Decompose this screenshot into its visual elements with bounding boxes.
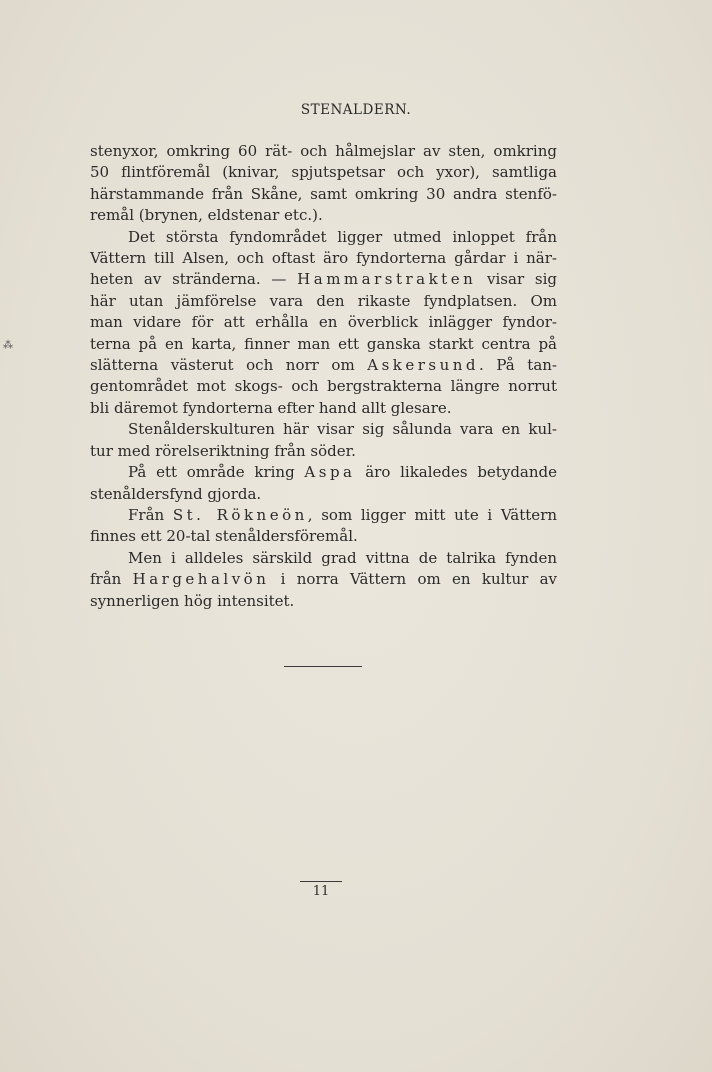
text-segment: . På tan- <box>479 356 557 375</box>
text-segment: På ett område kring <box>128 463 305 482</box>
text-segment: man vidare för att erhålla en överblick inlägger fyndor- <box>90 313 557 332</box>
text-line <box>90 419 557 440</box>
text-line <box>90 141 557 162</box>
text-line <box>90 398 557 419</box>
text-line <box>90 162 557 183</box>
text-segment: Stenålderskulturen här visar sig sålunda vara en kul- <box>128 420 557 439</box>
text-line <box>90 441 557 462</box>
text-line <box>90 291 557 312</box>
text-segment: bli däremot fyndorterna efter hand allt glesare. <box>90 398 452 417</box>
spaced-place-name: Hammarstrakten <box>297 270 477 289</box>
text-segment: Men i alldeles särskild grad vittna de talrika fynden <box>128 548 557 567</box>
spaced-place-name: Askersund <box>367 356 480 375</box>
text-line <box>90 248 557 269</box>
text-line <box>90 505 557 526</box>
body-text <box>90 141 557 612</box>
text-segment: Från <box>128 505 173 524</box>
text-line <box>90 548 557 569</box>
text-segment: stenåldersfynd gjorda. <box>90 484 262 503</box>
page-number: 11 <box>312 884 330 899</box>
text-line <box>90 184 557 205</box>
text-line <box>90 462 557 483</box>
text-segment: från <box>90 570 133 589</box>
text-line <box>90 312 557 333</box>
text-segment: härstammande från Skåne, samt omkring 30 andra stenfö- <box>90 184 557 203</box>
text-line <box>90 591 557 612</box>
text-line <box>90 355 557 376</box>
text-segment: slätterna västerut och norr om <box>90 356 368 375</box>
section-divider <box>284 666 362 667</box>
text-segment: här utan jämförelse vara den rikaste fyndplatsen. Om <box>90 291 557 310</box>
spaced-place-name: Hargehalvön <box>132 570 270 589</box>
text-segment: Vättern till Alsen, och oftast äro fyndorterna gårdar i när- <box>90 249 557 268</box>
text-segment: remål (brynen, eldstenar etc.). <box>90 206 323 225</box>
page-number-rule <box>300 881 342 882</box>
text-segment: synnerligen hög intensitet. <box>90 591 295 610</box>
running-head: STENALDERN. <box>300 102 412 118</box>
text-segment: i norra Vättern om en kultur av <box>269 570 557 589</box>
text-line <box>90 334 557 355</box>
text-segment: terna på en karta, finner man ett ganska starkt centra på <box>90 334 557 353</box>
text-segment: finnes ett 20-tal stenåldersföremål. <box>90 527 358 546</box>
text-line <box>90 376 557 397</box>
text-line <box>90 484 557 505</box>
text-line <box>90 205 557 226</box>
spaced-place-name: Aspa <box>304 463 356 482</box>
text-segment: visar sig <box>476 270 557 289</box>
text-line <box>90 526 557 547</box>
text-segment: heten av stränderna. — <box>90 270 298 289</box>
text-segment: gentområdet mot skogs- och bergstrakterna längre norrut <box>90 377 557 396</box>
text-segment: äro likaledes betydande <box>355 463 557 482</box>
text-line <box>90 269 557 290</box>
text-segment: Det största fyndområdet ligger utmed inloppet från <box>128 227 557 246</box>
text-segment: , som ligger mitt ute i Vättern <box>307 505 558 524</box>
text-line <box>90 569 557 590</box>
text-line <box>90 227 557 248</box>
spaced-place-name: St. Rökneön <box>172 505 308 524</box>
text-segment: 50 flintföremål (knivar, spjutspetsar och yxor), samtliga <box>90 163 557 182</box>
text-segment: stenyxor, omkring 60 rät- och hålmejslar av sten, omkring <box>90 142 557 160</box>
text-segment: tur med rörelseriktning från söder. <box>90 441 356 460</box>
margin-mark: ⁂ <box>3 340 13 351</box>
